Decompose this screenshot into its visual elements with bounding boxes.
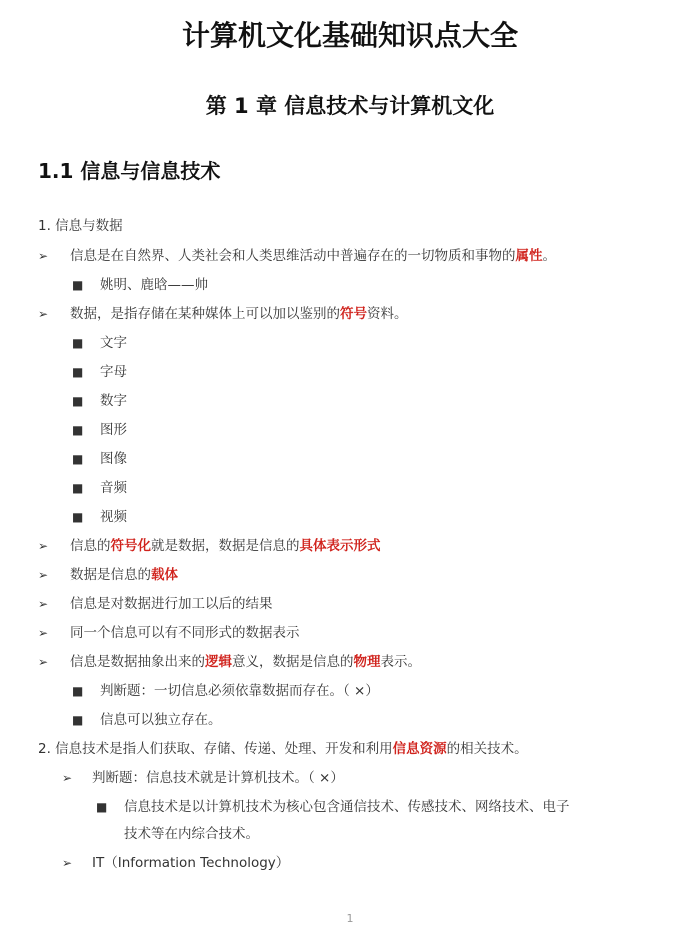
list-item: 视频 [100, 509, 127, 525]
numbered-heading-2 [38, 740, 528, 758]
document-title: 计算机文化基础知识点大全 [181, 19, 518, 52]
list-item [70, 305, 408, 323]
highlight-text: 载体 [151, 567, 178, 583]
arrow-bullet-icon: ➢ [62, 856, 73, 870]
arrow-bullet-icon: ➢ [38, 597, 49, 611]
list-item [70, 537, 381, 555]
arrow-bullet-icon: ➢ [38, 249, 49, 263]
list-item: 字母 [100, 364, 127, 380]
highlight-text: 具体表示形式 [299, 538, 381, 554]
square-bullet-icon: ■ [72, 713, 84, 727]
text-span: 表示。 [380, 654, 421, 670]
arrow-bullet-icon: ➢ [38, 626, 49, 640]
arrow-bullet-icon: ➢ [38, 539, 49, 553]
list-item [70, 566, 178, 584]
square-bullet-icon: ■ [72, 394, 84, 408]
text-span: 就是数据，数据是信息的 [151, 538, 300, 554]
section-heading: 1.1 信息与信息技术 [38, 159, 221, 183]
arrow-bullet-icon: ➢ [62, 771, 73, 785]
text-span: 资料。 [367, 306, 408, 322]
highlight-text: 符号 [340, 306, 367, 322]
square-bullet-icon: ■ [72, 365, 84, 379]
highlight-text: 属性 [515, 248, 543, 264]
arrow-bullet-icon: ➢ [38, 307, 49, 321]
list-item: 数字 [100, 393, 127, 409]
text-span: 信息的 [70, 538, 111, 554]
highlight-text: 逻辑 [205, 654, 232, 670]
list-item: 判断题：信息技术就是计算机技术。（ ×） [92, 770, 344, 786]
list-item: 信息可以独立存在。 [100, 712, 222, 728]
page-number: 1 [346, 912, 354, 925]
list-item: 文字 [100, 335, 127, 351]
text-span: 数据是信息的 [70, 567, 151, 583]
list-item [70, 653, 421, 671]
text-span: 。 [542, 248, 556, 264]
square-bullet-icon: ■ [72, 336, 84, 350]
square-bullet-icon: ■ [72, 684, 84, 698]
text-span: 信息是在自然界、人类社会和人类思维活动中普遍存在的一切物质和事物的 [70, 248, 516, 264]
arrow-bullet-icon: ➢ [38, 655, 49, 669]
list-item: 图形 [100, 422, 127, 438]
list-item-continuation: 技术等在内综合技术。 [124, 826, 259, 842]
square-bullet-icon: ■ [96, 800, 108, 814]
highlight-text: 符号化 [110, 538, 151, 554]
list-item: 图像 [100, 451, 127, 467]
list-item [70, 247, 556, 265]
text-span: 的相关技术。 [446, 741, 528, 757]
list-item: 同一个信息可以有不同形式的数据表示 [70, 625, 300, 641]
list-item: IT（Information Technology） [92, 855, 290, 871]
text-span: 数据，是指存储在某种媒体上可以加以鉴别的 [70, 306, 340, 322]
list-item: 判断题：一切信息必须依靠数据而存在。（ ×） [100, 683, 379, 699]
list-item: 信息技术是以计算机技术为核心包含通信技术、传感技术、网络技术、电子 [124, 799, 570, 815]
highlight-text: 物理 [353, 654, 381, 670]
square-bullet-icon: ■ [72, 278, 84, 292]
square-bullet-icon: ■ [72, 423, 84, 437]
square-bullet-icon: ■ [72, 481, 84, 495]
highlight-text: 信息资源 [392, 741, 447, 757]
square-bullet-icon: ■ [72, 452, 84, 466]
text-span: 2. 信息技术是指人们获取、存储、传递、处理、开发和利用 [38, 741, 393, 757]
numbered-heading-1: 1. 信息与数据 [38, 218, 123, 234]
text-span: 意义，数据是信息的 [232, 654, 354, 670]
square-bullet-icon: ■ [72, 510, 84, 524]
list-item: 信息是对数据进行加工以后的结果 [70, 596, 273, 612]
list-item: 姚明、鹿晗——帅 [100, 277, 208, 293]
chapter-heading: 第 1 章 信息技术与计算机文化 [205, 94, 495, 118]
arrow-bullet-icon: ➢ [38, 568, 49, 582]
text-span: 信息是数据抽象出来的 [70, 654, 205, 670]
list-item: 音频 [100, 480, 127, 496]
